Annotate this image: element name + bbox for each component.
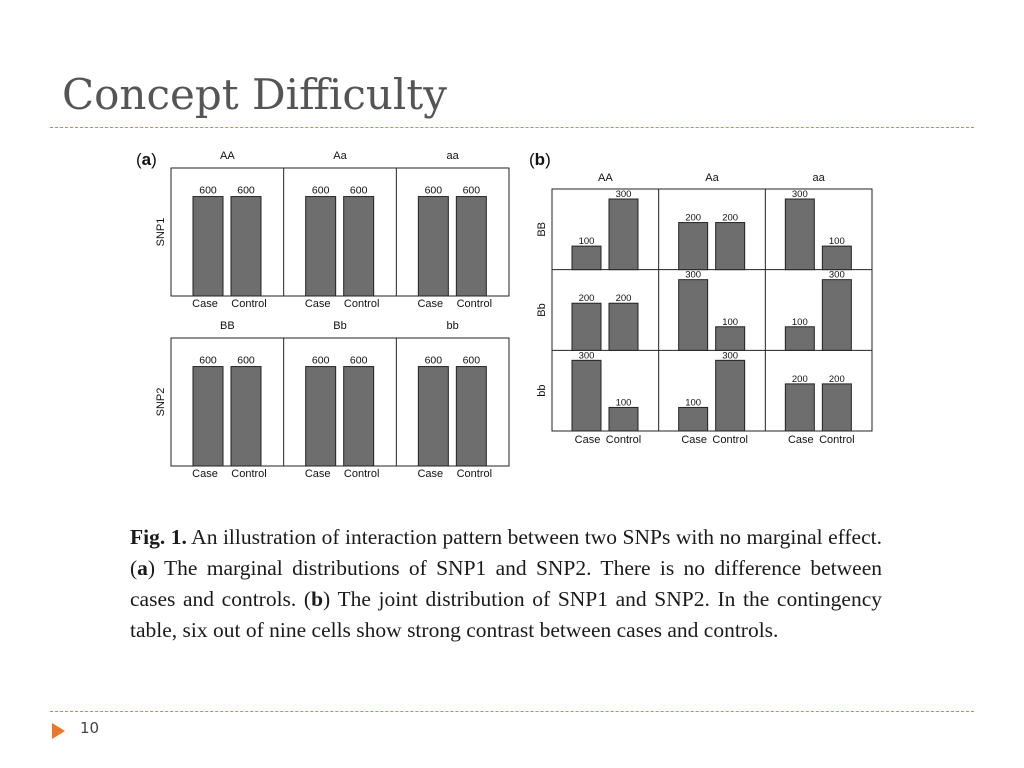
- panel-b-category-label: Case: [787, 434, 814, 446]
- panel-a-value-label: 600: [462, 354, 481, 367]
- panel-a-category-label: Control: [343, 298, 380, 310]
- panel-b-value-label: 200: [615, 293, 632, 305]
- panel-b-column-label: aa: [812, 172, 825, 184]
- panel-b-bar: [572, 246, 601, 270]
- panel-b-value-label: 100: [578, 236, 595, 248]
- panel-b-value-label: 300: [615, 189, 632, 200]
- caption-a-label: a: [137, 556, 148, 580]
- panel-b-bar: [785, 199, 814, 270]
- panel-a-bar: [418, 197, 448, 296]
- panel-a-value-label: 600: [237, 354, 255, 367]
- panel-a-value-label: 600: [424, 184, 443, 197]
- panel-b-bar: [716, 223, 745, 270]
- panel-a-value-label: 600: [311, 354, 330, 367]
- panel-b-bar: [679, 280, 708, 351]
- panel-b-category-label: Control: [819, 434, 855, 446]
- panel-b-bar: [679, 407, 708, 431]
- panel-b-bar: [609, 303, 638, 350]
- figure-caption: [130, 522, 882, 646]
- panel-a-value-label: 600: [199, 184, 217, 197]
- panel-b-bar: [572, 360, 601, 431]
- panel-a-value-label: 600: [199, 354, 217, 367]
- panel-a-row-label: SNP2: [155, 387, 167, 417]
- panel-b-category-label: Control: [712, 434, 748, 446]
- panel-a-row-label: SNP1: [155, 217, 167, 247]
- panel-a-category-label: Control: [456, 298, 493, 310]
- panel-a-bar: [306, 197, 336, 296]
- panel-a-group-label: aa: [446, 150, 459, 162]
- caption-text-2: ) The marginal distributions of SNP1 and SNP2. There is no difference between cases and controls. (: [130, 556, 882, 611]
- panel-b-value-label: 300: [578, 350, 595, 362]
- panel-b-bar: [822, 246, 851, 270]
- panel-a-value-label: 600: [462, 184, 481, 197]
- panel-b-bar: [716, 360, 745, 431]
- panel-b-value-label: 300: [828, 269, 845, 281]
- panel-b-bar: [609, 407, 638, 431]
- panel-b-value-label: 200: [791, 373, 808, 385]
- panel-a-bar: [418, 367, 448, 466]
- panel-a-category-label: Control: [456, 468, 493, 480]
- panel-a-bar: [456, 197, 486, 296]
- panel-a-category-label: Case: [417, 468, 444, 480]
- caption-text-3: ) The joint distribution of SNP1 and SNP2. In the contingency table, six out of nine cells show strong contrast between cases and controls.: [130, 587, 882, 642]
- panel-a-group-label: Aa: [333, 150, 347, 162]
- panel-a-bar: [344, 367, 374, 466]
- panel-a-value-label: 600: [237, 184, 255, 197]
- panel-a-group-label: bb: [446, 320, 459, 332]
- panel-a-category-label: Case: [304, 468, 331, 480]
- panel-b-bar: [822, 384, 851, 431]
- panel-a-bar: [231, 367, 261, 466]
- panel-a-value-label: 600: [349, 184, 368, 197]
- panel-a-label: (a): [136, 150, 157, 169]
- panel-a-bar: [306, 367, 336, 466]
- caption-text-1: An illustration of interaction pattern between two SNPs with no marginal effect. (: [130, 525, 882, 580]
- panel-a-category-label: Case: [417, 298, 444, 310]
- panel-a-category-label: Case: [192, 468, 218, 480]
- panel-b-column-label: AA: [597, 172, 613, 184]
- panel-b-value-label: 100: [722, 316, 739, 328]
- panel-a-group-label: Bb: [333, 320, 347, 332]
- panel-b-column-label: Aa: [705, 172, 719, 184]
- panel-a-category-label: Case: [304, 298, 331, 310]
- panel-a-bar: [344, 197, 374, 296]
- panel-b-value-label: 300: [685, 269, 702, 281]
- panel-b-bar: [822, 280, 851, 351]
- panel-b-row-label: BB: [536, 221, 548, 237]
- panel-b-bar: [609, 199, 638, 270]
- panel-a-value-label: 600: [424, 354, 443, 367]
- panel-b-value-label: 200: [578, 293, 595, 305]
- footer-arrow-icon: [52, 723, 65, 739]
- panel-b-bar: [785, 327, 814, 351]
- slide-title: Concept Difficulty: [62, 70, 447, 119]
- panel-a-value-label: 600: [349, 354, 368, 367]
- panel-a-bar: [231, 197, 261, 296]
- panel-b-value-label: 200: [722, 212, 739, 224]
- panel-b-label: (b): [529, 150, 551, 169]
- panel-a-bar: [456, 367, 486, 466]
- panel-b-row-label: bb: [536, 384, 548, 397]
- panel-b-value-label: 100: [685, 397, 702, 409]
- panel-b-value-label: 300: [791, 189, 808, 200]
- panel-a-category-label: Case: [192, 298, 218, 310]
- panel-b-value-label: 200: [685, 212, 702, 224]
- panel-b-bar: [572, 303, 601, 350]
- panel-b-value-label: 200: [828, 373, 845, 385]
- panel-a-category-label: Control: [231, 468, 267, 480]
- panel-b-category-label: Case: [574, 434, 601, 446]
- panel-a-category-label: Control: [343, 468, 380, 480]
- panel-b-bar: [679, 223, 708, 270]
- panel-b-bar: [785, 384, 814, 431]
- panel-a-value-label: 600: [311, 184, 330, 197]
- panel-a-group-label: BB: [219, 320, 235, 332]
- panel-b-row-label: Bb: [536, 303, 548, 317]
- panel-a-bar: [193, 197, 223, 296]
- caption-fig-label: Fig. 1.: [130, 525, 187, 549]
- footer-divider: [50, 711, 974, 712]
- panel-b-bar: [716, 327, 745, 351]
- panel-b-value-label: 300: [722, 350, 739, 362]
- panel-a-group-label: AA: [219, 150, 235, 162]
- panel-b-category-label: Case: [681, 434, 708, 446]
- panel-b-value-label: 100: [828, 236, 845, 248]
- page-number: 10: [80, 719, 100, 737]
- panel-b-value-label: 100: [615, 397, 632, 409]
- panel-a-category-label: Control: [231, 298, 267, 310]
- panel-a-bar: [193, 367, 223, 466]
- panel-b-value-label: 100: [791, 316, 808, 328]
- panel-b-category-label: Control: [605, 434, 642, 446]
- caption-b-label: b: [311, 587, 324, 611]
